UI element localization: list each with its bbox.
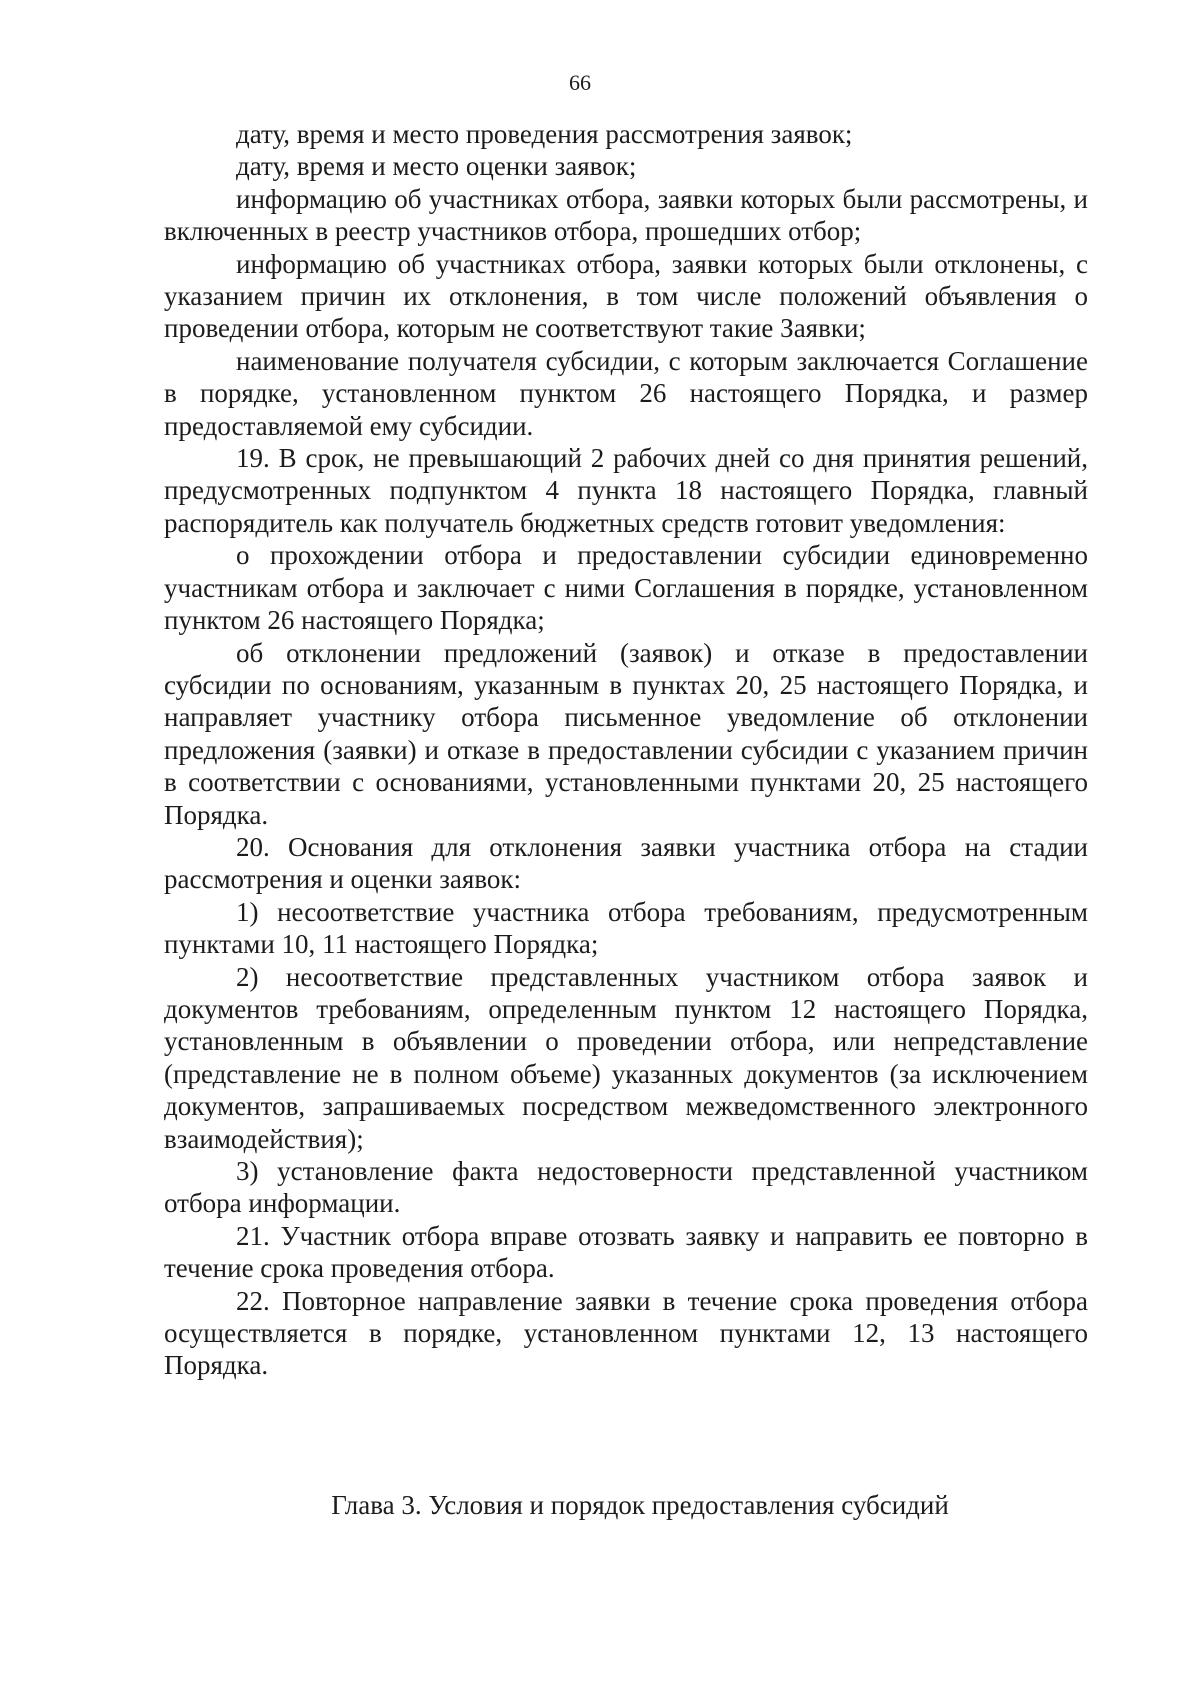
paragraph-clause-20-item-3: 3) установление факта недостоверности представленной участником отбора информации. — [164, 1156, 1088, 1219]
paragraph-clause-19: 19. В срок, не превышающий 2 рабочих дней со дня принятия решений, предусмотренных подпунктом 4 пункта 18 настоящего Порядка, главный распорядитель как получатель бюджетных средств готовит уведомления: — [164, 443, 1088, 538]
paragraph-hearing-date: дату, время и место проведения рассмотрения заявок; — [236, 119, 853, 149]
paragraph-clause-21: 21. Участник отбора вправе отозвать заявку и направить ее повторно в течение срока проведения отбора. — [164, 1220, 1088, 1284]
page-number: 66 — [569, 70, 591, 95]
body-text — [164, 118, 1088, 1382]
paragraph-recipient-name: наименование получателя субсидии, с которым заключается Соглашение в порядке, установленном пунктом 26 настоящего Порядка, и размер предоставляемой ему субсидии. — [164, 345, 1088, 441]
paragraph-rejected-participants: информацию об участниках отбора, заявки которых были отклонены, с указанием причин их отклонения, в том числе положений объявления о проведении отбора, которым не соответствуют такие Заявки; — [164, 248, 1088, 344]
paragraph-proposal-rejection: об отклонении предложений (заявок) и отказе в предоставлении субсидии по основаниям, указанным в пунктах 20, 25 настоящего Порядка, и направляет участнику отбора письменное уведомление об отклонении предложения (заявки) и отказе в предоставлении субсидии с указанием причин в соответствии с основаниями, установленными пунктами 20, 25 настоящего Порядка. — [164, 637, 1088, 830]
paragraph-clause-20: 20. Основания для отклонения заявки участника отбора на стадии рассмотрения и оценки заявок: — [164, 831, 1088, 895]
paragraph-reviewed-participants: информацию об участниках отбора, заявки которых были рассмотрены, и включенных в реестр участников отбора, прошедших отбор; — [164, 183, 1088, 247]
paragraph-clause-20-item-1: 1) несоответствие участника отбора требованиям, предусмотренным пунктами 10, 11 настоящего Порядка; — [164, 896, 1088, 960]
paragraph-clause-20-item-2: 2) несоответствие представленных участником отбора заявок и документов требованиям, определенным пунктом 12 настоящего Порядка, установленным в объявлении о проведении отбора, или непредставление (представление не в полном объеме) указанных документов (за исключением документов, запрашиваемых посредством межведомственного электронного взаимодействия); — [164, 961, 1088, 1154]
paragraph-selection-passed: о прохождении отбора и предоставлении субсидии единовременно участникам отбора и заключает с ними Соглашения в порядке, установленном пунктом 26 настоящего Порядка; — [164, 540, 1088, 636]
paragraph-clause-22: 22. Повторное направление заявки в течение срока проведения отбора осуществляется в порядке, установленном пунктами 12, 13 настоящего Порядка. — [164, 1285, 1088, 1381]
chapter-heading: Глава 3. Условия и порядок предоставления субсидий — [331, 1490, 949, 1520]
paragraph-evaluation-date: дату, время и место оценки заявок; — [236, 151, 637, 182]
